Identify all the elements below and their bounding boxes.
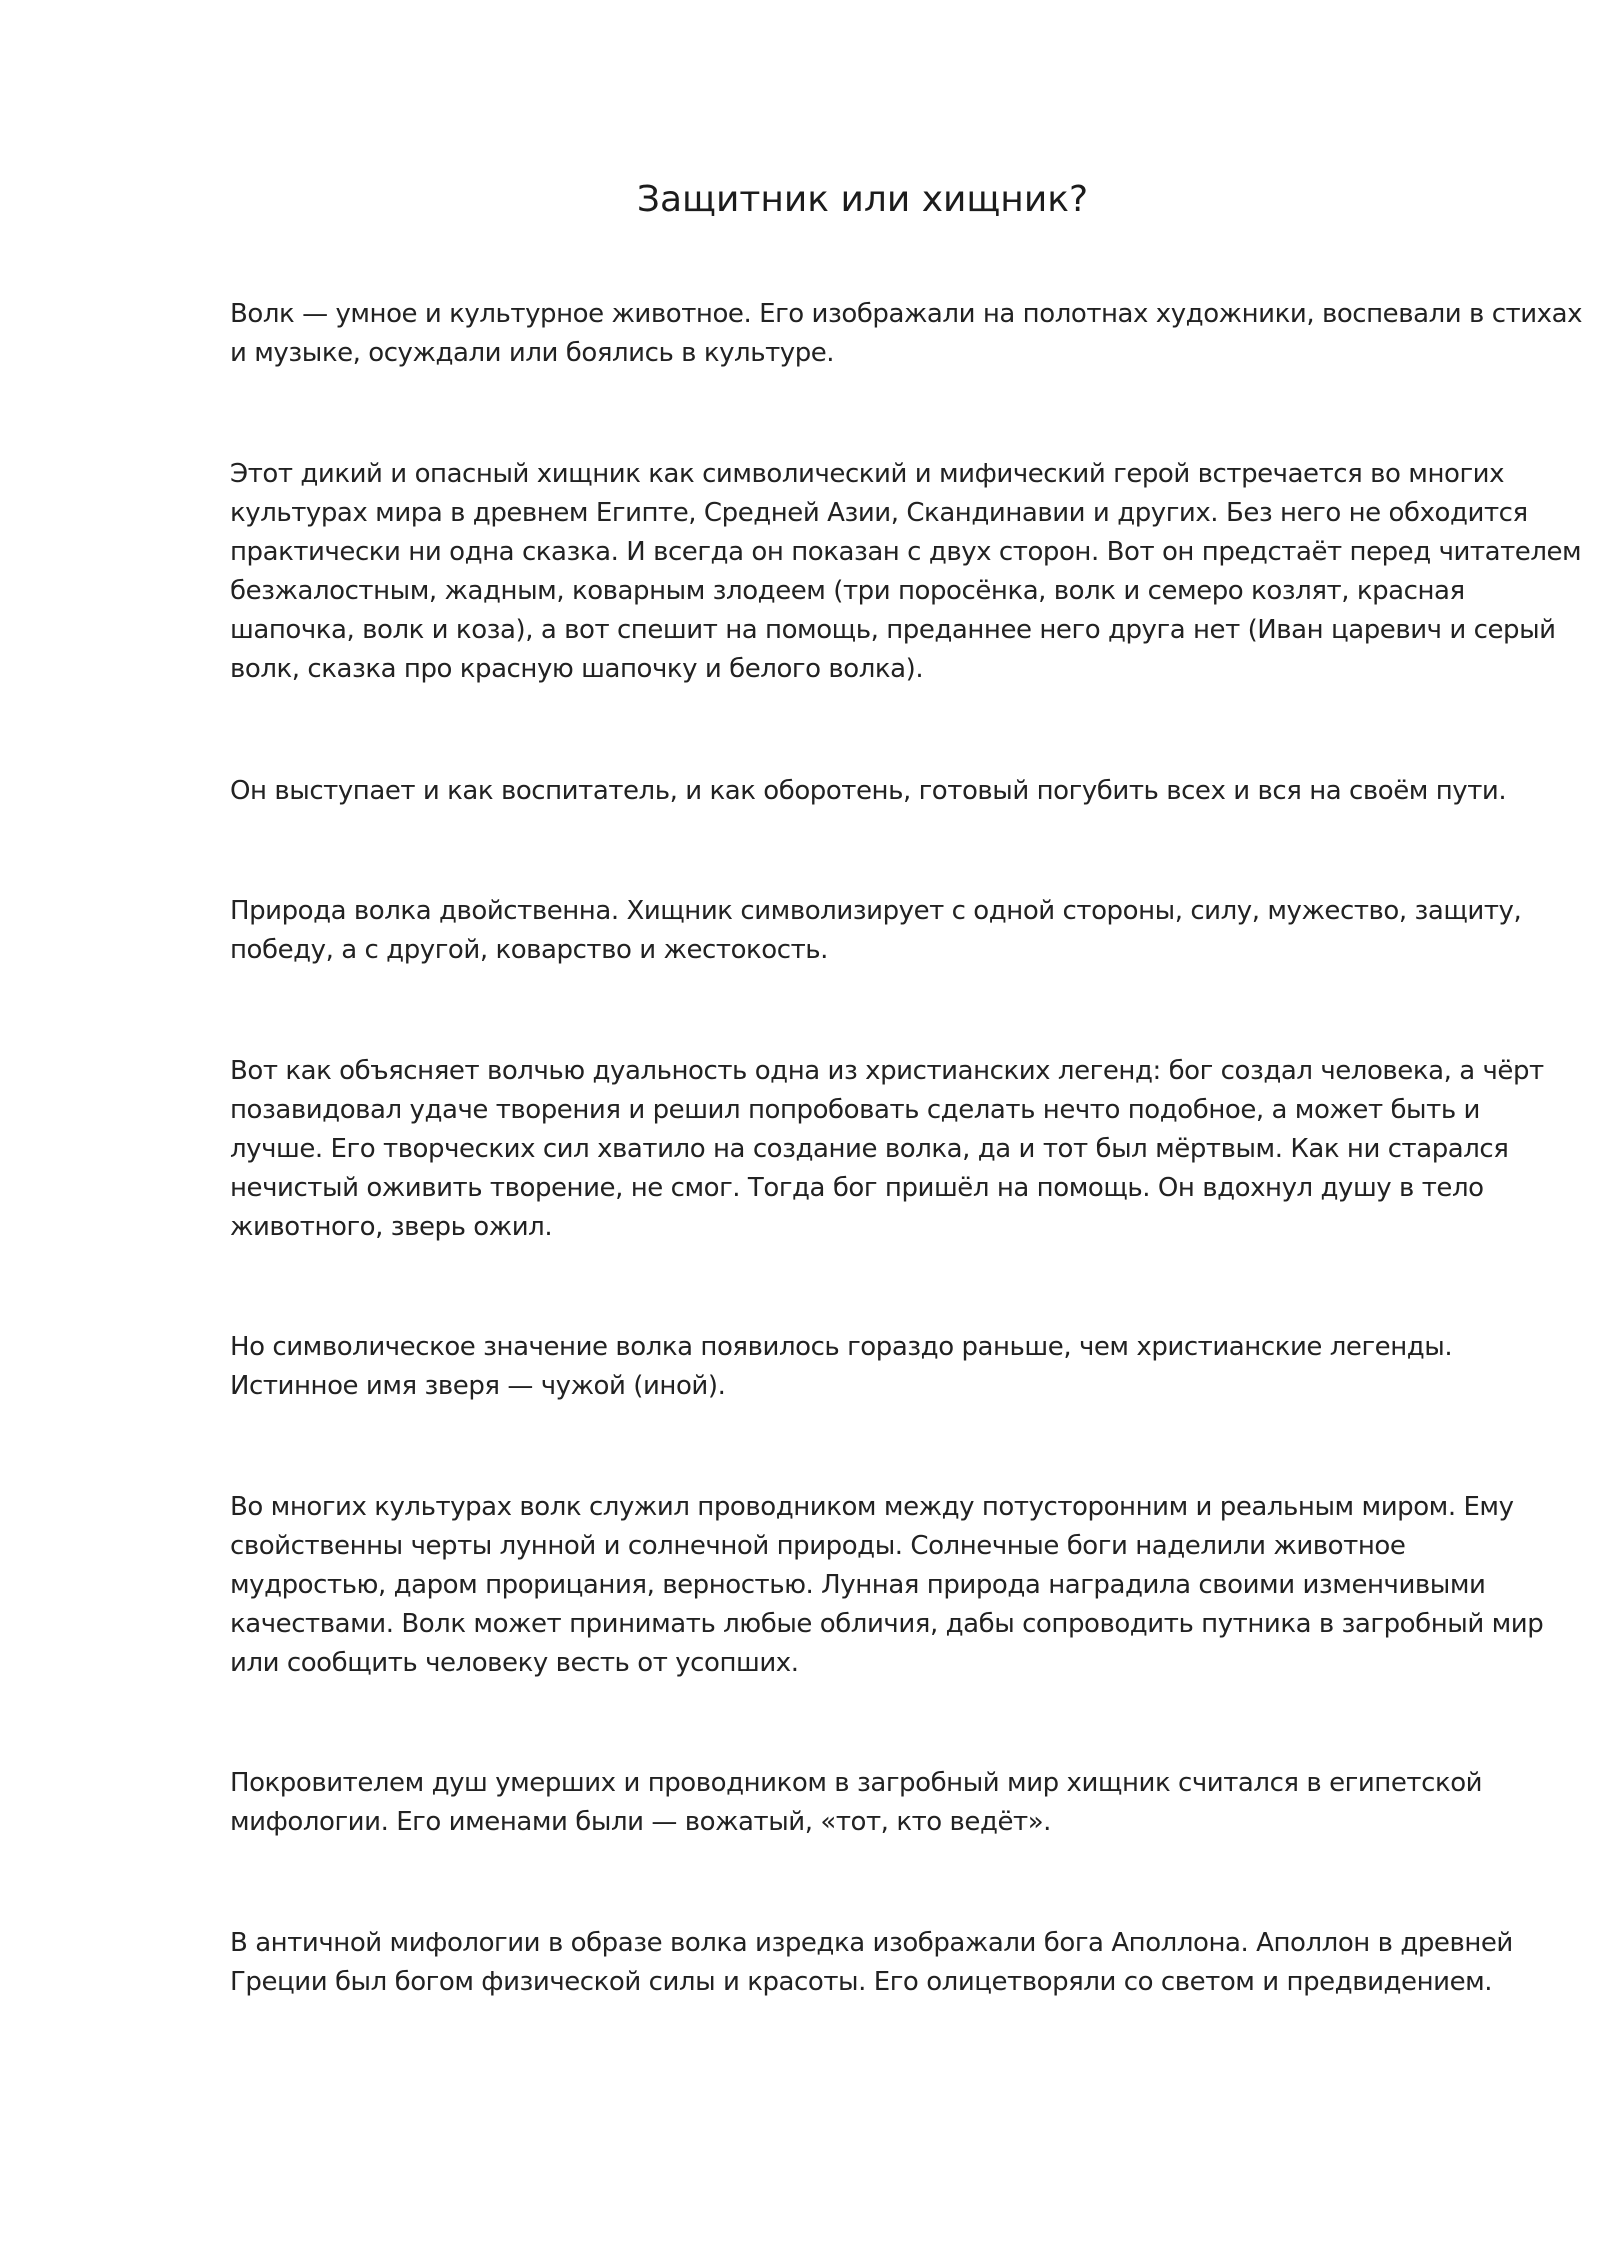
text-line: волк, сказка про красную шапочку и белого волка). (230, 654, 924, 684)
paragraph-educator (230, 772, 1520, 811)
text-line: качествами. Волк может принимать любые обличия, дабы сопроводить путника в загробный мир (230, 1609, 1544, 1639)
text-line: Этот дикий и опасный хищник как символический и мифический герой встречается во многих (230, 459, 1505, 489)
text-line: Истинное имя зверя — чужой (иной). (230, 1371, 726, 1401)
text-line: В античной мифологии в образе волка изредка изображали бога Аполлона. Аполлон в древней (230, 1928, 1513, 1958)
text-line: безжалостным, жадным, коварным злодеем (три поросёнка, волк и семеро козлят, красная (230, 576, 1465, 606)
text-line: Вот как объясняет волчью дуальность одна из христианских легенд: бог создал человека, а чёрт (230, 1056, 1544, 1086)
paragraph-guide (230, 1488, 1544, 1683)
text-line: шапочка, волк и коза), а вот спешит на помощь, преданнее него друга нет (Иван царевич и серый (230, 615, 1556, 645)
text-line: практически ни одна сказка. И всегда он показан с двух сторон. Вот он предстаёт перед читателем (230, 537, 1582, 567)
text-line: мифологии. Его именами были — вожатый, «тот, кто ведёт». (230, 1807, 1051, 1837)
text-line: Покровителем душ умерших и проводником в загробный мир хищник считался в египетской (230, 1768, 1483, 1798)
text-line: победу, а с другой, коварство и жестокость. (230, 935, 828, 965)
paragraph-legend (230, 1052, 1544, 1247)
text-line: животного, зверь ожил. (230, 1212, 553, 1242)
paragraph-symbolic-meaning (230, 1328, 1520, 1406)
text-line: мудростью, даром прорицания, верностью. Лунная природа наградила своими изменчивыми (230, 1570, 1486, 1600)
text-line: или сообщить человеку весть от усопших. (230, 1648, 799, 1678)
text-line: позавидовал удаче творения и решил попробовать сделать нечто подобное, а может быть и (230, 1095, 1480, 1125)
paragraph-apollo (230, 1924, 1520, 2002)
text-line: нечистый оживить творение, не смог. Тогда бог пришёл на помощь. Он вдохнул душу в тело (230, 1173, 1484, 1203)
page-title: Защитник или хищник? (636, 179, 1089, 220)
text-line: Он выступает и как воспитатель, и как оборотень, готовый погубить всех и вся на своём пути. (230, 776, 1507, 806)
text-line: Греции был богом физической силы и красоты. Его олицетворяли со светом и предвидением. (230, 1967, 1493, 1997)
text-line: Но символическое значение волка появилось гораздо раньше, чем христианские легенды. (230, 1332, 1453, 1362)
paragraph-duality (230, 892, 1520, 970)
text-line: Природа волка двойственна. Хищник символизирует с одной стороны, силу, мужество, защиту, (230, 896, 1522, 926)
paragraph-fairy-tales (230, 455, 1582, 689)
text-line: лучше. Его творческих сил хватило на создание волка, да и тот был мёртвым. Как ни старался (230, 1134, 1509, 1164)
text-line: свойственны черты лунной и солнечной природы. Солнечные боги наделили животное (230, 1531, 1406, 1561)
text-line: Во многих культурах волк служил проводником между потусторонним и реальным миром. Ему (230, 1492, 1514, 1522)
paragraph-intro (230, 295, 1583, 373)
paragraph-egypt (230, 1764, 1520, 1842)
text-line: Волк — умное и культурное животное. Его изображали на полотнах художники, воспевали в стихах (230, 299, 1583, 329)
text-line: культурах мира в древнем Египте, Средней Азии, Скандинавии и других. Без него не обходится (230, 498, 1528, 528)
text-line: и музыке, осуждали или боялись в культуре. (230, 338, 835, 368)
